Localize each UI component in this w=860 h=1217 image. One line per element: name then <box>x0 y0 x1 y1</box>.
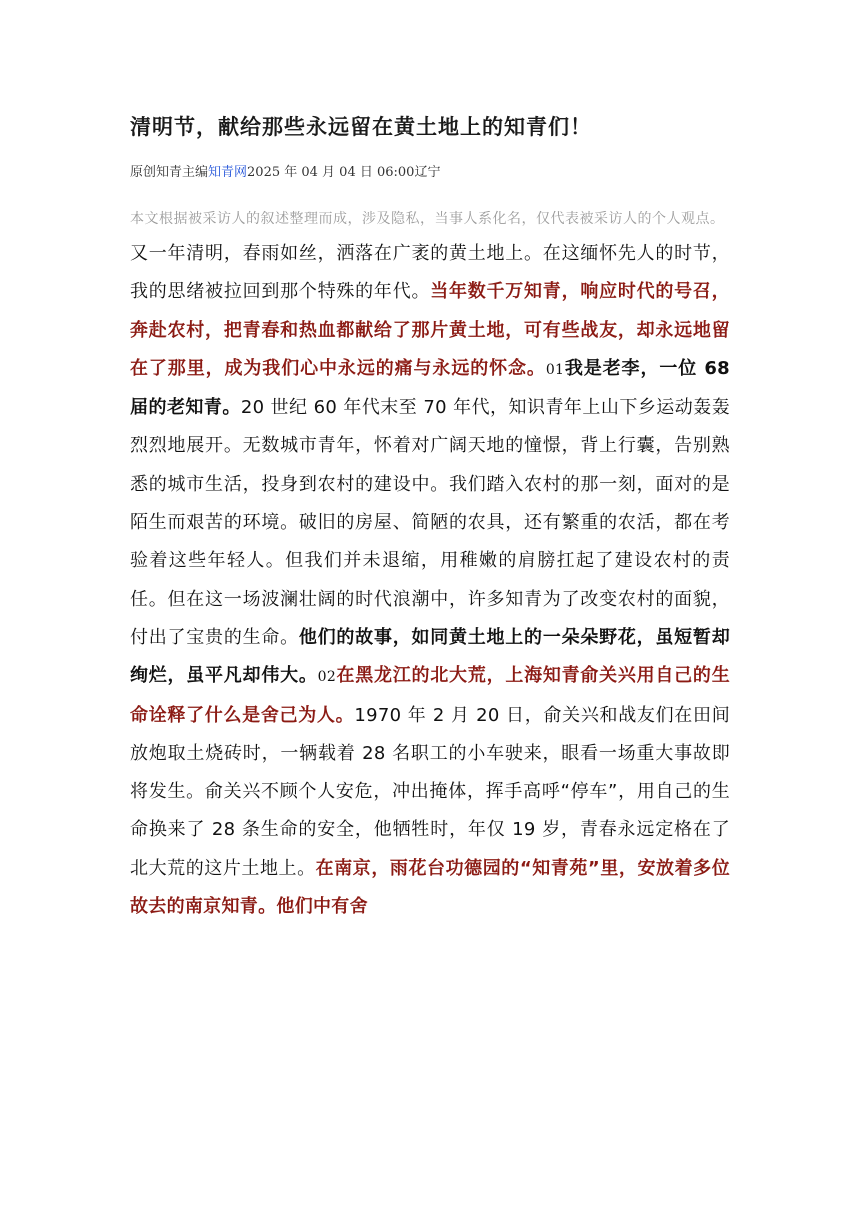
intro-text: 又一年清明，春雨如丝，洒落在广袤的黄土地上。在这缅怀先人的时节，我的思绪被拉回到那个特殊的年代。 <box>130 243 730 303</box>
article-meta <box>130 164 730 182</box>
section2-closing: 在南京，雨花台功德园的“知青苑”里，安放着多位故去的南京知青。他们中有舍 <box>130 857 730 918</box>
article <box>130 110 730 926</box>
section1-lead: 我是老李，一位 68 届的老知青。 <box>130 357 730 419</box>
disclaimer-notice: 本文根据被采访人的叙述整理而成，涉及隐私，当事人系化名，仅代表被采访人的个人观点。 <box>130 211 725 227</box>
section-number-01: 01 <box>545 361 565 378</box>
meta-prefix: 原创知青主编 <box>130 165 209 180</box>
article-body <box>130 235 730 926</box>
section-number-02: 02 <box>317 669 337 686</box>
section1-closing: 他们的故事，如同黄土地上的一朵朵野花，虽短暂却绚烂，虽平凡却伟大。 <box>130 626 731 687</box>
intro-highlight: 当年数千万知青，响应时代的号召，奔赴农村，把青春和热血都献给了那片黄土地，可有些战友，却永远地留在了那里，成为我们心中永远的痛与永远的怀念。 <box>130 281 730 379</box>
section2-lead: 在黑龙江的北大荒，上海知青俞关兴用自己的生命诠释了什么是舍己为人。 <box>130 665 730 726</box>
section2-text: 1970 年 2 月 20 日，俞关兴和战友们在田间放炮取土烧砖时，一辆载着 28 名职工的小车驶来，眼看一场重大事故即将发生。俞关兴不顾个人安危，冲出掩体，挥手高呼“停车”，用自己的生命换来了 28 条生命的安全，他牺牲时，年仅 19 岁，青春永远定格在了北大荒的这片土地上。 <box>130 704 730 879</box>
section1-text: 20 世纪 60 年代末至 70 年代，知识青年上山下乡运动轰轰烈烈地展开。无数城市青年，怀着对广阔天地的憧憬，背上行囊，告别熟悉的城市生活，投身到农村的建设中。我们踏入农村的那一刻，面对的是陌生而艰苦的环境。破旧的房屋、简陋的农具，还有繁重的农活，都在考验着这些年轻人。但我们并未退缩，用稚嫩的肩膀扛起了建设农村的责任。但在这一场波澜壮阔的时代浪潮中，许多知青为了改变农村的面貌，付出了宝贵的生命。 <box>130 397 730 648</box>
publish-date: 2025 年 04 月 04 日 06:00 <box>247 165 415 180</box>
source-link[interactable]: 知青网 <box>208 165 248 180</box>
article-title: 清明节，献给那些永远留在黄土地上的知青们！ <box>130 114 592 139</box>
publish-location: 辽宁 <box>414 165 441 180</box>
